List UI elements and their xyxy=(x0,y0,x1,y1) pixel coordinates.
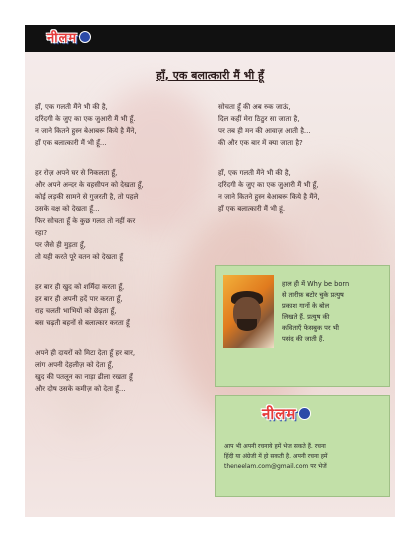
bio-line: प्रकाश गानों के बोल xyxy=(282,302,330,310)
poem-line: दरिंदगी के जुए का एक जुआरी मैं भी हूँ, xyxy=(218,181,319,189)
poem-line: पर तब ही मन की आवाज़ आती है... xyxy=(218,127,311,135)
poem-title: हाँ, एक बलात्कारी मैं भी हूँ xyxy=(156,69,264,82)
magazine-page xyxy=(25,25,395,517)
poem-line: दरिंदगी के जुए का एक जुआरी मैं भी हूँ. xyxy=(35,115,136,123)
poem-right-column xyxy=(218,101,393,233)
logo-mark-icon xyxy=(79,31,91,43)
bio-line: से तारीफ़ बटोर चुके प्रत्युष xyxy=(282,291,344,299)
logo-mark-icon xyxy=(298,407,311,420)
poem-line: लांग अपनी देहलीज़ को देता हूँ, xyxy=(35,361,114,369)
submission-line: theneelam.com@gmail.com पर भेजें xyxy=(224,463,327,470)
poem-line: और अपने अन्दर के वहसीपन को देखता हूँ, xyxy=(35,181,144,189)
poem-left-column xyxy=(35,101,215,413)
poem-line: और दोष उसके कमीज़ को देता हूँ... xyxy=(35,385,126,393)
poem-stanza xyxy=(35,101,215,149)
poem-line: उसके वक्ष को देखता हूँ... xyxy=(35,205,100,213)
bio-line: हाल ही में Why be born xyxy=(282,280,350,288)
poem-line: हाँ, एक गलती मैंने भी की है, xyxy=(35,103,108,111)
submission-box xyxy=(215,395,390,497)
poem-line: रहा? xyxy=(35,229,48,237)
poem-stanza xyxy=(35,347,215,395)
submission-text xyxy=(224,442,384,472)
author-photo xyxy=(223,275,274,348)
poem-line: पर जैसे ही मुड़ता हूँ, xyxy=(35,241,86,249)
logo-text: नीलम xyxy=(262,405,297,423)
poem-line: राह चलती भाभियों को छेड़ता हूँ, xyxy=(35,307,117,315)
poem-line: हर बार ही खुद को शर्मिंदा करता हूँ, xyxy=(35,283,125,291)
poem-stanza xyxy=(35,167,215,263)
poem-stanza xyxy=(218,101,393,149)
poem-line: बस चढ़ती बहनों से बलात्कार करता हूँ xyxy=(35,319,130,327)
poem-line: न जाने कितने हुस्न बेआबरू किये है मैंने, xyxy=(35,127,137,135)
neelam-logo-large xyxy=(262,405,311,423)
neelam-logo[interactable] xyxy=(41,29,97,48)
bio-line: कविताएँ फेसबुक पर भी xyxy=(282,324,339,332)
poem-line: खुद की पतलून का नाड़ा ढीला रखता हूँ xyxy=(35,373,133,381)
poem-line: कोई लड़की सामने से गुजरती है, तो पहले xyxy=(35,193,139,201)
header-bar xyxy=(25,25,395,52)
poem-line: हर रोज़ अपने घर से निकलता हूँ, xyxy=(35,169,118,177)
poem-line: न जाने कितने हुस्न बेआबरू किये है मैंने, xyxy=(218,193,320,201)
logo-text: नीलम xyxy=(47,31,78,46)
author-beard xyxy=(237,319,257,331)
bio-line: पसंद की जाती हैं. xyxy=(282,335,325,343)
author-bio-text xyxy=(282,279,385,345)
poem-line: सोचता हूँ की अब रुक जाऊं, xyxy=(218,103,291,111)
poem-line: हाँ, एक गलती मैंने भी की है, xyxy=(218,169,291,177)
author-bio-box xyxy=(215,265,390,387)
poem-line: हर बार ही अपनी हदें पार करता हूँ, xyxy=(35,295,123,303)
submission-line: हिंदी या अंग्रेजी में हो सकती है. अपनी रचना हमें xyxy=(224,453,328,460)
poem-line: की और एक बार में क्या जाता है? xyxy=(218,139,303,147)
poem-line: तो यही करते पूरे वतन को देखता हूँ xyxy=(35,253,123,261)
poem-line: हाँ एक बलात्कारी मैं भी हूं. xyxy=(218,205,286,213)
poem-line: फिर सोचता हूँ के कुछ गलत तो नहीं कर xyxy=(35,217,136,225)
poem-stanza xyxy=(218,167,393,215)
poem-line: हाँ एक बलात्कारी मैं भी हूँ... xyxy=(35,139,107,147)
submission-line: आप भी अपनी रचनाये हमें भेज सकते हैं. रचना xyxy=(224,443,326,450)
bio-line: लिखते हैं. प्रत्युष की xyxy=(282,313,330,321)
poem-line: दिल कहीं मेरा ठिठुर सा जाता है, xyxy=(218,115,300,123)
poem-line: अपने ही दायरों को मिटा देता हूँ हर बार, xyxy=(35,349,136,357)
poem-stanza xyxy=(35,281,215,329)
